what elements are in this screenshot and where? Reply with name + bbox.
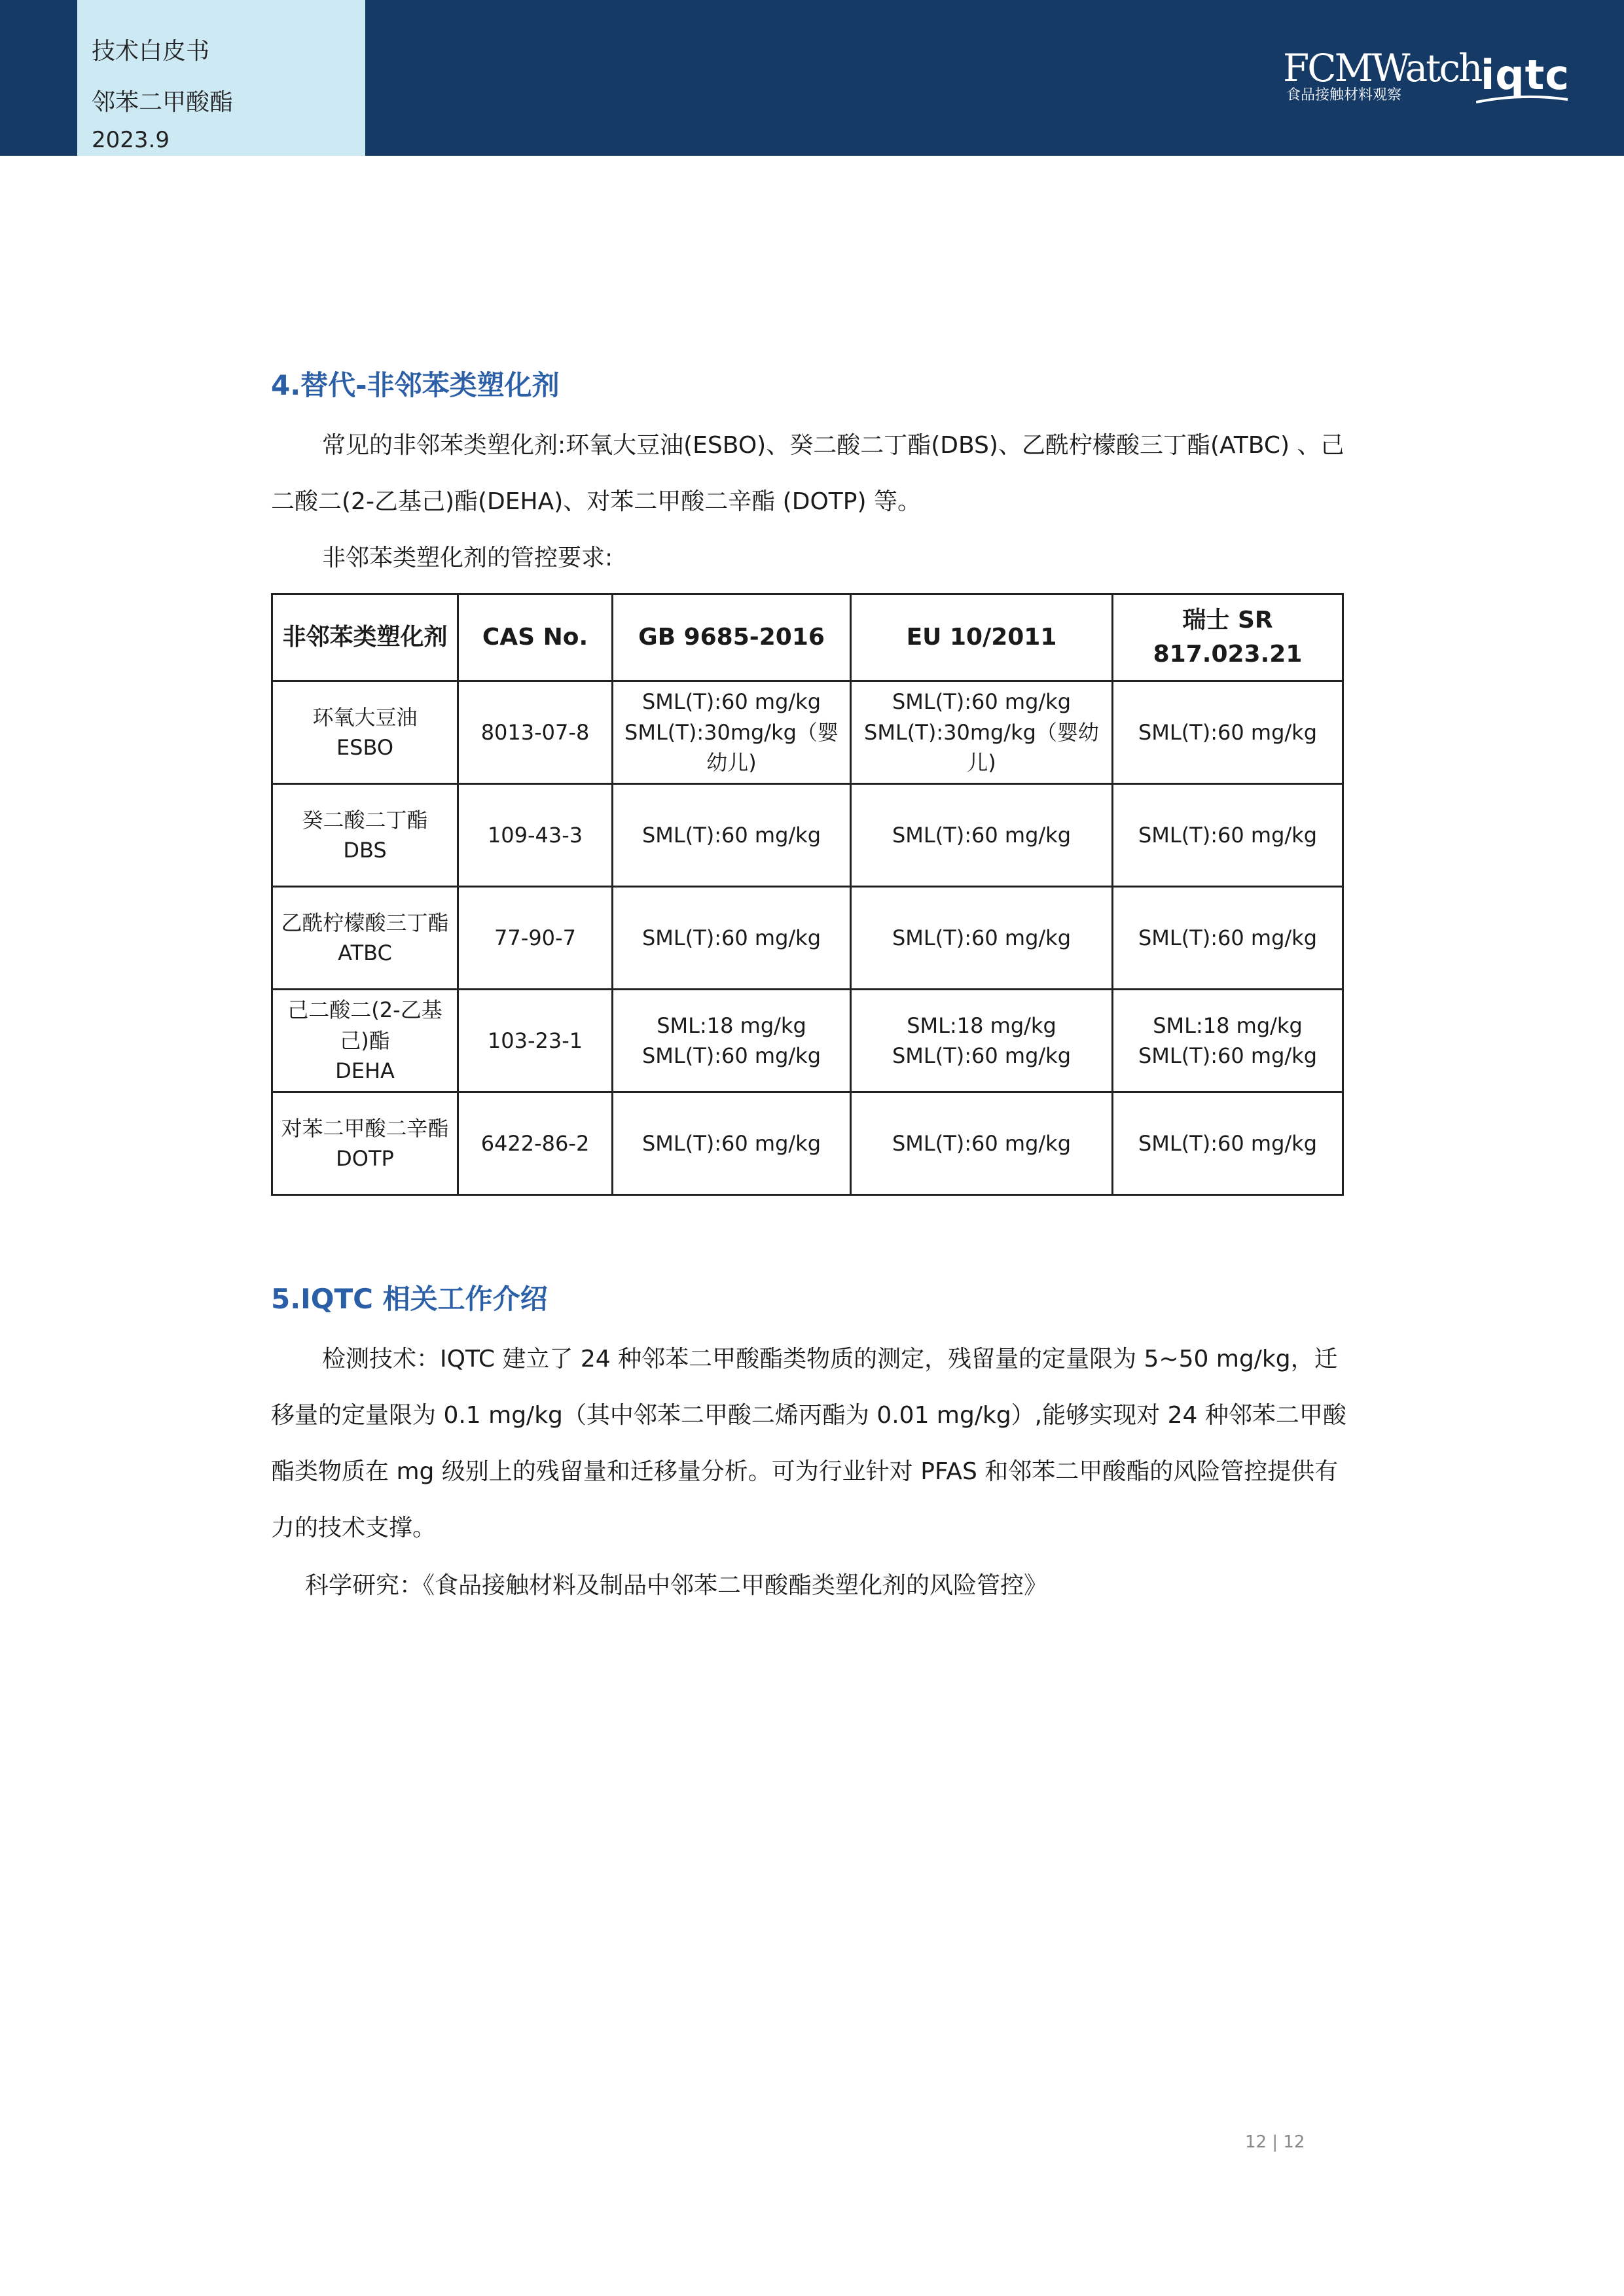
substance-cell	[272, 784, 458, 887]
substance-cell	[272, 990, 458, 1092]
limit-value: SML(T):60 mg/kg	[892, 689, 1072, 715]
substance-abbr: DEHA	[335, 1058, 395, 1084]
column-header: GB 9685-2016	[613, 594, 851, 681]
substance-cell	[272, 681, 458, 784]
section-4-title: 4.替代-非邻苯类塑化剂	[271, 369, 560, 401]
section-4-paragraph: 常见的非邻苯类塑化剂:环氧大豆油(ESBO)、癸二酸二丁酯(DBS)、乙酰柠檬酸三丁酯(ATBC) 、己二酸二(2-乙基己)酯(DEHA)、对苯二甲酸二辛酯 (DOTP) 等。	[271, 432, 1344, 515]
cas-cell: 77-90-7	[458, 887, 613, 990]
gb-cell: SML(T):60 mg/kg	[613, 1092, 851, 1195]
doc-topic: 邻苯二甲酸酯	[92, 89, 234, 116]
fcmwatch-logo-subtitle: 食品接触材料观察	[1286, 87, 1402, 103]
substance-name: 癸二酸二丁酯	[302, 807, 428, 833]
limit-value: SML:18 mg/kg	[1153, 1013, 1303, 1038]
gb-cell: SML(T):60 mg/kg	[613, 887, 851, 990]
doc-type: 技术白皮书	[92, 38, 210, 65]
eu-cell: SML(T):60 mg/kg	[851, 1092, 1113, 1195]
limit-value: SML(T):60 mg/kg	[641, 689, 821, 715]
table-row	[272, 784, 1343, 887]
column-header: EU 10/2011	[851, 594, 1113, 681]
plasticizer-requirements-table	[271, 593, 1344, 1196]
iqtc-logo-swoosh-icon	[1476, 92, 1568, 106]
header-title-tab	[77, 0, 365, 156]
column-header: 瑞士 SR 817.023.21	[1113, 594, 1343, 681]
substance-cell	[272, 1092, 458, 1195]
substance-name: 己二酸二(2-乙基己)酯	[287, 997, 442, 1053]
cas-cell: 6422-86-2	[458, 1092, 613, 1195]
iqtc-logo: iqtc	[1481, 51, 1570, 99]
sr-cell	[1113, 990, 1343, 1092]
section-5-title: 5.IQTC 相关工作介绍	[271, 1283, 548, 1315]
limit-value: SML:18 mg/kg	[907, 1013, 1056, 1038]
section-5-paragraph: 检测技术：IQTC 建立了 24 种邻苯二甲酸酯类物质的测定，残留量的定量限为 5~50 mg/kg，迁移量的定量限为 0.1 mg/kg（其中邻苯二甲酸二烯丙酯为 0.01 mg/kg）,能够实现对 24 种邻苯二甲酸酯类物质在 mg 级别上的残留量和迁移量分析。可为行业针对 PFAS 和邻苯二甲酸酯的风险管控提供有力的技术支撑。	[271, 1346, 1346, 1541]
limit-value: SML(T):60 mg/kg	[1138, 1043, 1318, 1068]
substance-name: 对苯二甲酸二辛酯	[281, 1115, 449, 1141]
substance-name: 环氧大豆油	[312, 704, 418, 730]
table-row	[272, 681, 1343, 784]
sr-cell: SML(T):60 mg/kg	[1113, 1092, 1343, 1195]
column-header: 非邻苯类塑化剂	[272, 594, 458, 681]
table-header-row	[272, 594, 1343, 681]
page-number: 12 | 12	[1245, 2132, 1305, 2152]
fcmwatch-logo: FCMWatch	[1283, 46, 1481, 90]
eu-cell: SML(T):60 mg/kg	[851, 887, 1113, 990]
table-row	[272, 990, 1343, 1092]
limit-value: SML(T):30mg/kg（婴幼儿)	[864, 719, 1099, 776]
gb-cell	[613, 990, 851, 1092]
limit-value: SML(T):60 mg/kg	[1138, 719, 1318, 745]
sr-cell: SML(T):60 mg/kg	[1113, 784, 1343, 887]
eu-cell	[851, 990, 1113, 1092]
gb-cell	[613, 681, 851, 784]
limit-value: SML(T):60 mg/kg	[892, 1043, 1072, 1068]
table-row	[272, 1092, 1343, 1195]
substance-abbr: DBS	[343, 838, 387, 863]
substance-abbr: ESBO	[336, 735, 394, 760]
substance-cell	[272, 887, 458, 990]
sr-cell	[1113, 681, 1343, 784]
limit-value: SML(T):30mg/kg（婴幼儿)	[624, 719, 839, 776]
sr-cell: SML(T):60 mg/kg	[1113, 887, 1343, 990]
doc-date: 2023.9	[92, 127, 170, 153]
cas-cell: 109-43-3	[458, 784, 613, 887]
substance-abbr: DOTP	[336, 1146, 394, 1171]
table-row	[272, 887, 1343, 990]
column-header: CAS No.	[458, 594, 613, 681]
substance-name: 乙酰柠檬酸三丁酯	[281, 910, 449, 935]
eu-cell: SML(T):60 mg/kg	[851, 784, 1113, 887]
eu-cell	[851, 681, 1113, 784]
gb-cell: SML(T):60 mg/kg	[613, 784, 851, 887]
section-5-research-line: 科学研究：《食品接触材料及制品中邻苯二甲酸酯类塑化剂的风险管控》	[305, 1572, 1048, 1599]
substance-abbr: ATBC	[338, 941, 392, 965]
section-4-table-caption: 非邻苯类塑化剂的管控要求:	[322, 545, 613, 571]
limit-value: SML(T):60 mg/kg	[641, 1043, 821, 1068]
cas-cell: 8013-07-8	[458, 681, 613, 784]
cas-cell: 103-23-1	[458, 990, 613, 1092]
limit-value: SML:18 mg/kg	[657, 1013, 806, 1038]
